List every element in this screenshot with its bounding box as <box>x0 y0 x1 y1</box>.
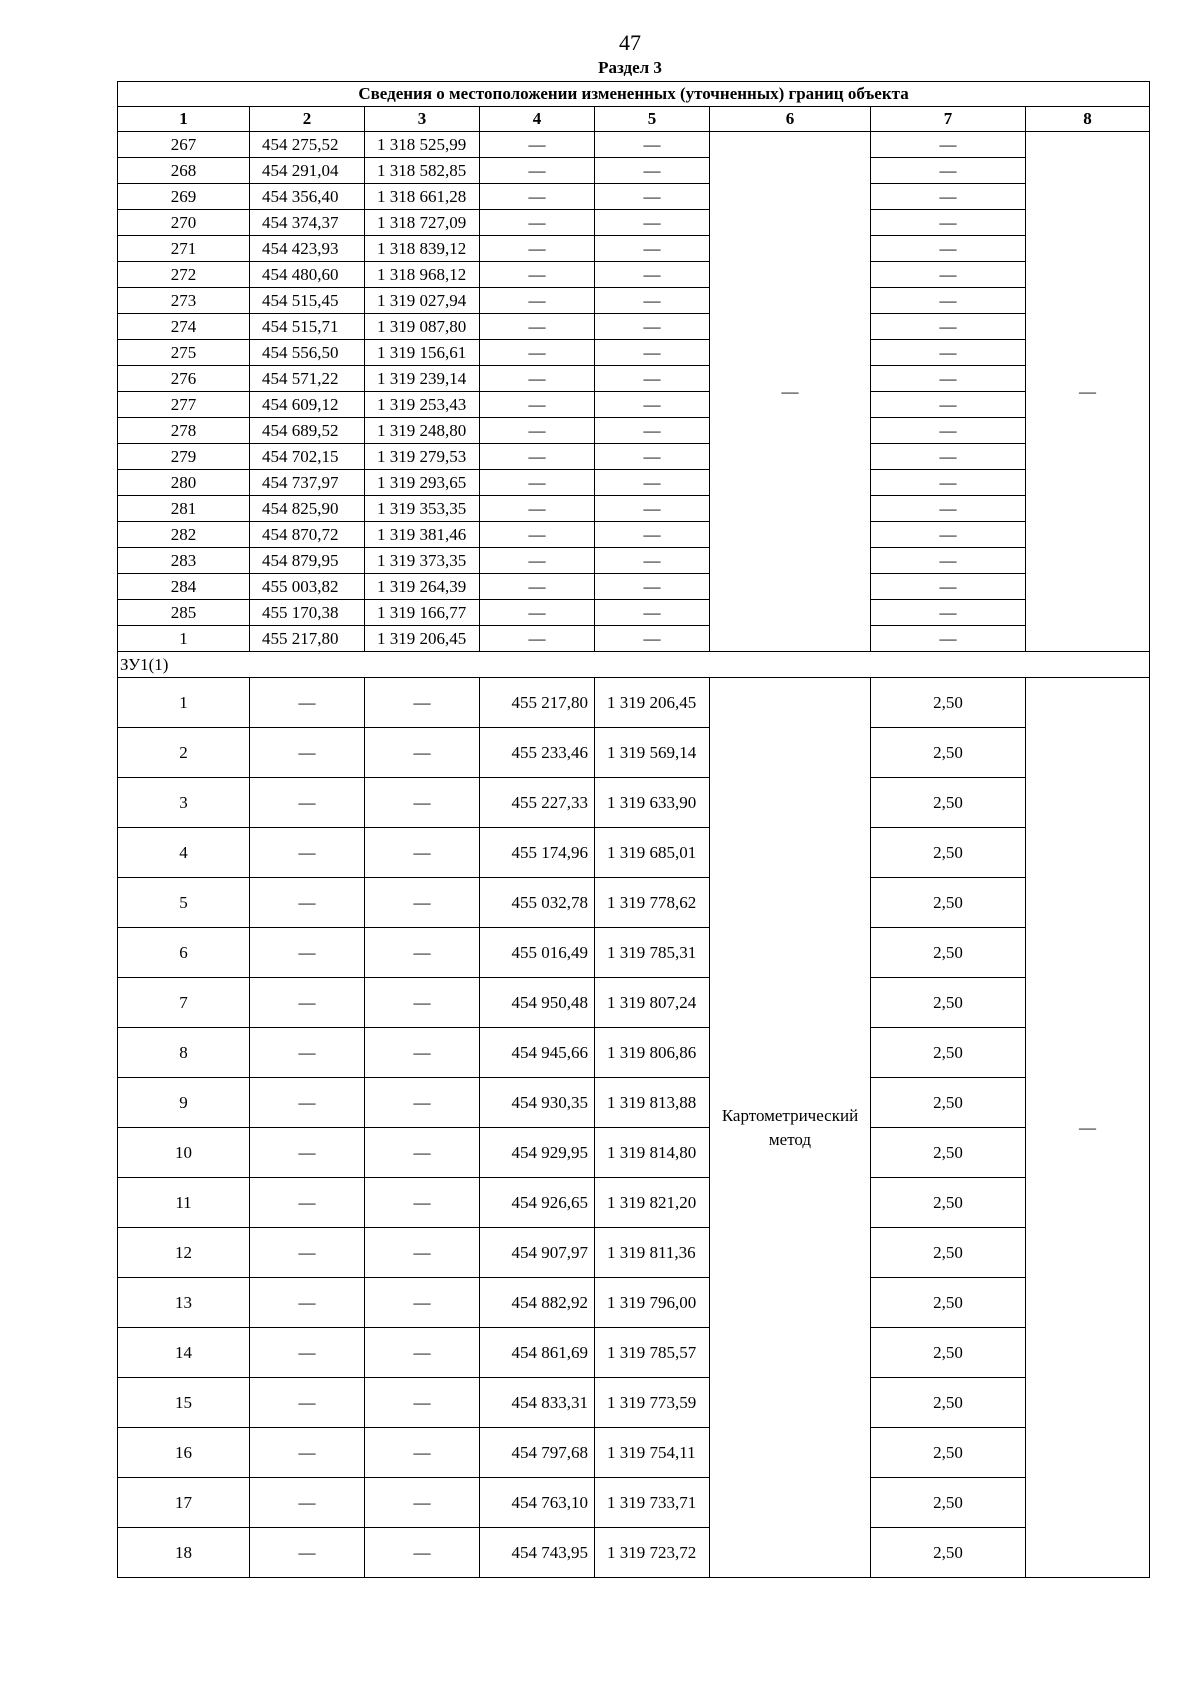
precision-cell: 2,50 <box>871 1528 1026 1578</box>
x-existing-cell: — <box>250 1128 365 1178</box>
y-new-cell: — <box>595 340 710 366</box>
x-existing-cell: — <box>250 928 365 978</box>
precision-cell: 2,50 <box>871 1178 1026 1228</box>
y-existing-cell: — <box>365 678 480 728</box>
y-existing-cell: — <box>365 1478 480 1528</box>
y-new-cell: — <box>595 288 710 314</box>
column-8-cell: — <box>1026 132 1150 652</box>
point-number-cell: 271 <box>118 236 250 262</box>
x-new-cell: — <box>480 574 595 600</box>
precision-cell: — <box>871 340 1026 366</box>
x-existing-cell: 455 170,38 <box>250 600 365 626</box>
y-new-cell: 1 319 633,90 <box>595 778 710 828</box>
point-number-cell: 277 <box>118 392 250 418</box>
table-row <box>118 548 1150 574</box>
x-existing-cell: 454 515,71 <box>250 314 365 340</box>
x-new-cell: — <box>480 496 595 522</box>
precision-cell: 2,50 <box>871 1428 1026 1478</box>
x-new-cell: 454 950,48 <box>480 978 595 1028</box>
y-new-cell: 1 319 814,80 <box>595 1128 710 1178</box>
table-row <box>118 978 1150 1028</box>
table-row <box>118 626 1150 652</box>
y-existing-cell: — <box>365 1128 480 1178</box>
y-existing-cell: 1 319 373,35 <box>365 548 480 574</box>
x-new-cell: — <box>480 392 595 418</box>
y-new-cell: — <box>595 444 710 470</box>
precision-cell: — <box>871 262 1026 288</box>
x-new-cell: 454 926,65 <box>480 1178 595 1228</box>
y-new-cell: — <box>595 626 710 652</box>
point-number-cell: 6 <box>118 928 250 978</box>
point-number-cell: 282 <box>118 522 250 548</box>
y-existing-cell: 1 319 353,35 <box>365 496 480 522</box>
precision-cell: — <box>871 574 1026 600</box>
point-number-cell: 4 <box>118 828 250 878</box>
x-existing-cell: — <box>250 1278 365 1328</box>
y-new-cell: — <box>595 574 710 600</box>
x-existing-cell: 454 737,97 <box>250 470 365 496</box>
x-new-cell: 455 174,96 <box>480 828 595 878</box>
y-existing-cell: — <box>365 878 480 928</box>
y-existing-cell: — <box>365 1378 480 1428</box>
table-row <box>118 340 1150 366</box>
table-row <box>118 496 1150 522</box>
x-new-cell: 454 930,35 <box>480 1078 595 1128</box>
group-label-row <box>118 652 1150 678</box>
x-existing-cell: 454 556,50 <box>250 340 365 366</box>
precision-cell: — <box>871 418 1026 444</box>
point-number-cell: 18 <box>118 1528 250 1578</box>
precision-cell: 2,50 <box>871 678 1026 728</box>
table-row <box>118 1278 1150 1328</box>
y-new-cell: 1 319 723,72 <box>595 1528 710 1578</box>
y-new-cell: — <box>595 262 710 288</box>
y-new-cell: — <box>595 236 710 262</box>
y-existing-cell: — <box>365 1278 480 1328</box>
y-new-cell: 1 319 821,20 <box>595 1178 710 1228</box>
x-existing-cell: 454 480,60 <box>250 262 365 288</box>
precision-cell: 2,50 <box>871 1378 1026 1428</box>
column-8-cell: — <box>1026 678 1150 1578</box>
table-row <box>118 1428 1150 1478</box>
column-number-7: 7 <box>871 107 1026 132</box>
x-new-cell: 454 929,95 <box>480 1128 595 1178</box>
precision-cell: — <box>871 184 1026 210</box>
y-existing-cell: 1 319 381,46 <box>365 522 480 548</box>
x-new-cell: 454 797,68 <box>480 1428 595 1478</box>
x-existing-cell: — <box>250 1078 365 1128</box>
y-new-cell: — <box>595 210 710 236</box>
table-row <box>118 878 1150 928</box>
x-existing-cell: 455 003,82 <box>250 574 365 600</box>
x-existing-cell: 454 291,04 <box>250 158 365 184</box>
x-new-cell: — <box>480 340 595 366</box>
x-new-cell: — <box>480 262 595 288</box>
y-existing-cell: 1 319 027,94 <box>365 288 480 314</box>
x-existing-cell: 454 374,37 <box>250 210 365 236</box>
y-new-cell: — <box>595 548 710 574</box>
x-existing-cell: — <box>250 978 365 1028</box>
y-new-cell: 1 319 796,00 <box>595 1278 710 1328</box>
point-number-cell: 5 <box>118 878 250 928</box>
point-number-cell: 283 <box>118 548 250 574</box>
x-new-cell: — <box>480 158 595 184</box>
x-existing-cell: — <box>250 778 365 828</box>
point-number-cell: 1 <box>118 626 250 652</box>
table-row <box>118 1028 1150 1078</box>
point-number-cell: 273 <box>118 288 250 314</box>
precision-cell: 2,50 <box>871 1078 1026 1128</box>
y-new-cell: — <box>595 470 710 496</box>
y-existing-cell: 1 318 727,09 <box>365 210 480 236</box>
point-number-cell: 281 <box>118 496 250 522</box>
precision-cell: — <box>871 314 1026 340</box>
precision-cell: — <box>871 548 1026 574</box>
point-number-cell: 13 <box>118 1278 250 1328</box>
y-existing-cell: — <box>365 978 480 1028</box>
table-row <box>118 262 1150 288</box>
x-new-cell: — <box>480 444 595 470</box>
x-new-cell: 454 833,31 <box>480 1378 595 1428</box>
x-new-cell: 455 233,46 <box>480 728 595 778</box>
precision-cell: 2,50 <box>871 1228 1026 1278</box>
x-existing-cell: — <box>250 1028 365 1078</box>
y-new-cell: 1 319 811,36 <box>595 1228 710 1278</box>
point-number-cell: 11 <box>118 1178 250 1228</box>
table-row <box>118 1478 1150 1528</box>
y-existing-cell: 1 319 239,14 <box>365 366 480 392</box>
y-existing-cell: — <box>365 1328 480 1378</box>
x-new-cell: 455 016,49 <box>480 928 595 978</box>
y-existing-cell: 1 318 839,12 <box>365 236 480 262</box>
point-number-cell: 12 <box>118 1228 250 1278</box>
y-new-cell: — <box>595 496 710 522</box>
table-row <box>118 728 1150 778</box>
column-number-row <box>118 107 1150 132</box>
y-existing-cell: 1 319 279,53 <box>365 444 480 470</box>
x-existing-cell: 454 515,45 <box>250 288 365 314</box>
boundary-coordinates-table <box>117 81 1150 1578</box>
y-existing-cell: — <box>365 1078 480 1128</box>
section-title: Раздел 3 <box>598 58 662 77</box>
y-new-cell: — <box>595 184 710 210</box>
point-number-cell: 9 <box>118 1078 250 1128</box>
y-new-cell: 1 319 754,11 <box>595 1428 710 1478</box>
y-new-cell: — <box>595 418 710 444</box>
table-row <box>118 418 1150 444</box>
y-new-cell: 1 319 773,59 <box>595 1378 710 1428</box>
table-caption: Сведения о местоположении измененных (уточненных) границ объекта <box>118 82 1150 107</box>
x-new-cell: — <box>480 418 595 444</box>
y-existing-cell: — <box>365 778 480 828</box>
y-existing-cell: 1 319 156,61 <box>365 340 480 366</box>
x-existing-cell: — <box>250 1428 365 1478</box>
x-new-cell: — <box>480 626 595 652</box>
method-cell: — <box>710 132 871 652</box>
precision-cell: — <box>871 522 1026 548</box>
y-existing-cell: — <box>365 1528 480 1578</box>
x-new-cell: — <box>480 184 595 210</box>
y-existing-cell: 1 318 525,99 <box>365 132 480 158</box>
x-existing-cell: 454 879,95 <box>250 548 365 574</box>
y-existing-cell: — <box>365 728 480 778</box>
precision-cell: — <box>871 444 1026 470</box>
x-existing-cell: — <box>250 1178 365 1228</box>
table-row <box>118 210 1150 236</box>
group-label: ЗУ1(1) <box>118 652 1150 678</box>
table-body <box>118 132 1150 1578</box>
x-new-cell: — <box>480 210 595 236</box>
x-new-cell: 454 907,97 <box>480 1228 595 1278</box>
table-row <box>118 392 1150 418</box>
point-number-cell: 7 <box>118 978 250 1028</box>
x-existing-cell: — <box>250 1378 365 1428</box>
precision-cell: 2,50 <box>871 778 1026 828</box>
y-existing-cell: — <box>365 928 480 978</box>
x-existing-cell: — <box>250 1478 365 1528</box>
point-number-cell: 17 <box>118 1478 250 1528</box>
precision-cell: — <box>871 496 1026 522</box>
y-new-cell: — <box>595 522 710 548</box>
precision-cell: — <box>871 366 1026 392</box>
precision-cell: — <box>871 210 1026 236</box>
table-row <box>118 600 1150 626</box>
y-existing-cell: — <box>365 828 480 878</box>
table-row <box>118 928 1150 978</box>
x-existing-cell: 454 689,52 <box>250 418 365 444</box>
y-new-cell: — <box>595 366 710 392</box>
point-number-cell: 2 <box>118 728 250 778</box>
precision-cell: 2,50 <box>871 1278 1026 1328</box>
y-existing-cell: — <box>365 1028 480 1078</box>
x-new-cell: — <box>480 314 595 340</box>
precision-cell: — <box>871 600 1026 626</box>
table-row <box>118 778 1150 828</box>
precision-cell: 2,50 <box>871 1328 1026 1378</box>
column-number-8: 8 <box>1026 107 1150 132</box>
y-existing-cell: 1 319 264,39 <box>365 574 480 600</box>
precision-cell: 2,50 <box>871 828 1026 878</box>
y-new-cell: 1 319 685,01 <box>595 828 710 878</box>
precision-cell: — <box>871 132 1026 158</box>
x-existing-cell: — <box>250 828 365 878</box>
precision-cell: — <box>871 392 1026 418</box>
y-new-cell: 1 319 569,14 <box>595 728 710 778</box>
table-row <box>118 1078 1150 1128</box>
x-existing-cell: — <box>250 678 365 728</box>
x-existing-cell: 454 356,40 <box>250 184 365 210</box>
y-new-cell: — <box>595 392 710 418</box>
table-row <box>118 1328 1150 1378</box>
x-new-cell: — <box>480 366 595 392</box>
point-number-cell: 278 <box>118 418 250 444</box>
x-new-cell: 455 032,78 <box>480 878 595 928</box>
y-new-cell: 1 319 813,88 <box>595 1078 710 1128</box>
x-new-cell: 454 882,92 <box>480 1278 595 1328</box>
table-row <box>118 184 1150 210</box>
precision-cell: — <box>871 470 1026 496</box>
precision-cell: 2,50 <box>871 978 1026 1028</box>
table-row <box>118 444 1150 470</box>
y-existing-cell: 1 319 293,65 <box>365 470 480 496</box>
precision-cell: 2,50 <box>871 928 1026 978</box>
y-new-cell: — <box>595 158 710 184</box>
x-new-cell: — <box>480 288 595 314</box>
x-new-cell: — <box>480 470 595 496</box>
table-row <box>118 366 1150 392</box>
x-new-cell: — <box>480 132 595 158</box>
table-row <box>118 314 1150 340</box>
point-number-cell: 279 <box>118 444 250 470</box>
column-number-3: 3 <box>365 107 480 132</box>
y-existing-cell: 1 319 206,45 <box>365 626 480 652</box>
y-new-cell: 1 319 807,24 <box>595 978 710 1028</box>
y-new-cell: — <box>595 132 710 158</box>
y-existing-cell: 1 318 968,12 <box>365 262 480 288</box>
x-existing-cell: 454 423,93 <box>250 236 365 262</box>
x-existing-cell: — <box>250 1528 365 1578</box>
y-existing-cell: — <box>365 1228 480 1278</box>
point-number-cell: 14 <box>118 1328 250 1378</box>
table-row <box>118 132 1150 158</box>
point-number-cell: 272 <box>118 262 250 288</box>
table-row <box>118 288 1150 314</box>
table-row <box>118 158 1150 184</box>
column-number-1: 1 <box>118 107 250 132</box>
x-new-cell: — <box>480 548 595 574</box>
x-existing-cell: 454 825,90 <box>250 496 365 522</box>
y-new-cell: 1 319 778,62 <box>595 878 710 928</box>
precision-cell: 2,50 <box>871 1128 1026 1178</box>
precision-cell: 2,50 <box>871 878 1026 928</box>
point-number-cell: 270 <box>118 210 250 236</box>
x-existing-cell: — <box>250 1328 365 1378</box>
point-number-cell: 16 <box>118 1428 250 1478</box>
y-existing-cell: 1 319 166,77 <box>365 600 480 626</box>
point-number-cell: 267 <box>118 132 250 158</box>
point-number-cell: 1 <box>118 678 250 728</box>
method-cell: Картометрический метод <box>710 678 871 1578</box>
point-number-cell: 8 <box>118 1028 250 1078</box>
x-new-cell: — <box>480 522 595 548</box>
point-number-cell: 275 <box>118 340 250 366</box>
y-new-cell: 1 319 733,71 <box>595 1478 710 1528</box>
table-row <box>118 1178 1150 1228</box>
y-existing-cell: — <box>365 1178 480 1228</box>
x-existing-cell: 454 275,52 <box>250 132 365 158</box>
x-new-cell: 455 217,80 <box>480 678 595 728</box>
point-number-cell: 284 <box>118 574 250 600</box>
table-row <box>118 678 1150 728</box>
y-new-cell: 1 319 785,57 <box>595 1328 710 1378</box>
x-new-cell: — <box>480 236 595 262</box>
table-row <box>118 1128 1150 1178</box>
x-new-cell: 454 861,69 <box>480 1328 595 1378</box>
table-row <box>118 522 1150 548</box>
table-row <box>118 470 1150 496</box>
x-existing-cell: — <box>250 1228 365 1278</box>
y-existing-cell: 1 318 582,85 <box>365 158 480 184</box>
column-number-2: 2 <box>250 107 365 132</box>
precision-cell: 2,50 <box>871 1028 1026 1078</box>
x-new-cell: 454 763,10 <box>480 1478 595 1528</box>
y-existing-cell: 1 319 248,80 <box>365 418 480 444</box>
x-existing-cell: — <box>250 728 365 778</box>
x-existing-cell: 455 217,80 <box>250 626 365 652</box>
y-existing-cell: 1 318 661,28 <box>365 184 480 210</box>
precision-cell: — <box>871 158 1026 184</box>
precision-cell: 2,50 <box>871 728 1026 778</box>
x-new-cell: — <box>480 600 595 626</box>
y-new-cell: — <box>595 314 710 340</box>
table-row <box>118 236 1150 262</box>
table-row <box>118 574 1150 600</box>
x-existing-cell: 454 571,22 <box>250 366 365 392</box>
table-row <box>118 1228 1150 1278</box>
point-number-cell: 274 <box>118 314 250 340</box>
point-number-cell: 285 <box>118 600 250 626</box>
x-new-cell: 455 227,33 <box>480 778 595 828</box>
point-number-cell: 10 <box>118 1128 250 1178</box>
table-row <box>118 1528 1150 1578</box>
y-existing-cell: — <box>365 1428 480 1478</box>
point-number-cell: 3 <box>118 778 250 828</box>
y-existing-cell: 1 319 253,43 <box>365 392 480 418</box>
point-number-cell: 268 <box>118 158 250 184</box>
point-number-cell: 280 <box>118 470 250 496</box>
page-number: 47 <box>619 30 641 55</box>
y-new-cell: 1 319 806,86 <box>595 1028 710 1078</box>
point-number-cell: 15 <box>118 1378 250 1428</box>
y-existing-cell: 1 319 087,80 <box>365 314 480 340</box>
column-number-5: 5 <box>595 107 710 132</box>
table-row <box>118 828 1150 878</box>
x-existing-cell: — <box>250 878 365 928</box>
y-new-cell: — <box>595 600 710 626</box>
point-number-cell: 269 <box>118 184 250 210</box>
precision-cell: — <box>871 626 1026 652</box>
x-existing-cell: 454 870,72 <box>250 522 365 548</box>
point-number-cell: 276 <box>118 366 250 392</box>
y-new-cell: 1 319 206,45 <box>595 678 710 728</box>
x-existing-cell: 454 609,12 <box>250 392 365 418</box>
precision-cell: 2,50 <box>871 1478 1026 1528</box>
x-new-cell: 454 945,66 <box>480 1028 595 1078</box>
x-existing-cell: 454 702,15 <box>250 444 365 470</box>
precision-cell: — <box>871 288 1026 314</box>
column-number-6: 6 <box>710 107 871 132</box>
precision-cell: — <box>871 236 1026 262</box>
y-new-cell: 1 319 785,31 <box>595 928 710 978</box>
column-number-4: 4 <box>480 107 595 132</box>
table-row <box>118 1378 1150 1428</box>
x-new-cell: 454 743,95 <box>480 1528 595 1578</box>
